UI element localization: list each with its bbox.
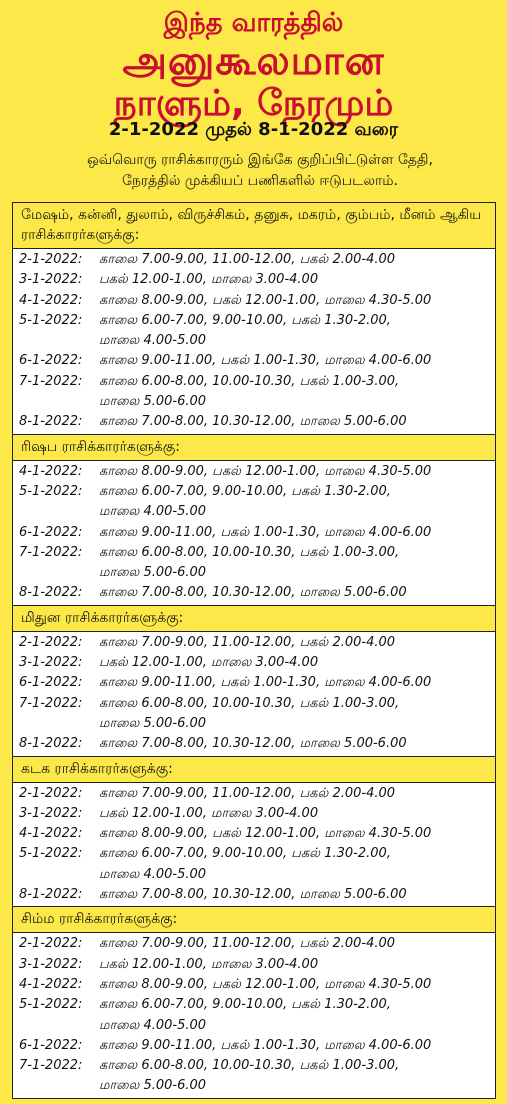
row-times <box>99 372 495 413</box>
row-times <box>99 482 495 523</box>
section-title: மேஷம், கன்னி, துலாம், விருச்சிகம், தனுசு, மகரம், கும்பம், மீனம் ஆகிய ராசிக்காரர்களுக்கு: <box>13 203 495 249</box>
schedule-row <box>13 351 495 371</box>
row-date: 8-1-2022: <box>19 414 83 430</box>
time-line: மாலை 5.00-6.00 <box>99 565 207 581</box>
time-line: காலை 6.00-8.00, 10.00-10.30, பகல் 1.00-3.00, <box>99 1058 400 1074</box>
time-line: காலை 9.00-11.00, பகல் 1.00-1.30, மாலை 4.00-6.00 <box>99 1037 432 1053</box>
section-title: ரிஷப ராசிக்காரர்களுக்கு: <box>13 435 495 461</box>
schedule-row <box>13 291 495 311</box>
time-line: காலை 6.00-8.00, 10.00-10.30, பகல் 1.00-3.00, <box>99 373 400 389</box>
time-line: காலை 6.00-7.00, 9.00-10.00, பகல் 1.30-2.00, <box>99 846 391 862</box>
schedule-row <box>13 1036 495 1056</box>
time-line: காலை 8.00-9.00, பகல் 12.00-1.00, மாலை 4.30-5.00 <box>99 463 432 479</box>
time-line: பகல் 12.00-1.00, மாலை 3.00-4.00 <box>99 956 319 972</box>
schedule-row <box>13 523 495 543</box>
row-date: 4-1-2022: <box>19 292 83 308</box>
schedule-row <box>13 934 495 954</box>
row-times <box>99 633 495 653</box>
row-times <box>99 694 495 735</box>
row-times <box>99 673 495 693</box>
schedule-row <box>13 885 495 905</box>
zodiac-section <box>13 605 495 756</box>
row-date: 5-1-2022: <box>19 846 83 862</box>
schedule-row <box>13 995 495 1036</box>
schedule-row <box>13 482 495 523</box>
time-line: காலை 7.00-9.00, 11.00-12.00, பகல் 2.00-4.00 <box>99 785 396 801</box>
section-body <box>13 933 495 1097</box>
row-times <box>99 1036 495 1056</box>
intro-line-2: நேரத்தில் முக்கியப் பணிகளில் ஈடுபடலாம். <box>122 173 398 189</box>
row-times <box>99 734 495 754</box>
headline-line-1: இந்த வாரத்தில் <box>163 8 344 38</box>
schedule-row <box>13 583 495 603</box>
zodiac-section <box>13 434 495 605</box>
time-line: காலை 9.00-11.00, பகல் 1.00-1.30, மாலை 4.00-6.00 <box>99 353 432 369</box>
row-times <box>99 583 495 603</box>
headline-line-2: அனுகூலமான <box>122 38 385 84</box>
row-times <box>99 250 495 270</box>
time-line: மாலை 4.00-5.00 <box>99 333 207 349</box>
schedule-row <box>13 673 495 693</box>
time-line: காலை 7.00-8.00, 10.30-12.00, மாலை 5.00-6.00 <box>99 736 407 752</box>
row-date: 6-1-2022: <box>19 524 83 540</box>
zodiac-section <box>13 203 495 434</box>
row-date: 5-1-2022: <box>19 483 83 499</box>
row-times <box>99 804 495 824</box>
time-line: மாலை 4.00-5.00 <box>99 1017 207 1033</box>
row-date: 2-1-2022: <box>19 634 83 650</box>
schedule-row <box>13 1056 495 1097</box>
schedule-row <box>13 462 495 482</box>
schedule-row <box>13 653 495 673</box>
time-line: காலை 8.00-9.00, பகல் 12.00-1.00, மாலை 4.30-5.00 <box>99 976 432 992</box>
row-date: 4-1-2022: <box>19 976 83 992</box>
time-line: மாலை 4.00-5.00 <box>99 504 207 520</box>
row-times <box>99 523 495 543</box>
row-times <box>99 351 495 371</box>
schedule-row <box>13 824 495 844</box>
row-times <box>99 934 495 954</box>
row-date: 4-1-2022: <box>19 463 83 479</box>
row-date: 7-1-2022: <box>19 373 83 389</box>
row-date: 3-1-2022: <box>19 655 83 671</box>
row-date: 6-1-2022: <box>19 1037 83 1053</box>
time-line: காலை 7.00-9.00, 11.00-12.00, பகல் 2.00-4.00 <box>99 634 396 650</box>
time-line: காலை 8.00-9.00, பகல் 12.00-1.00, மாலை 4.30-5.00 <box>99 826 432 842</box>
schedule-row <box>13 844 495 885</box>
intro-line-1: ஒவ்வொரு ராசிக்காரரும் இங்கே குறிப்பிட்டுள்ள தேதி, <box>87 152 433 168</box>
row-date: 7-1-2022: <box>19 544 83 560</box>
row-date: 8-1-2022: <box>19 736 83 752</box>
section-title: கடக ராசிக்காரர்களுக்கு: <box>13 757 495 783</box>
row-date: 8-1-2022: <box>19 887 83 903</box>
zodiac-section <box>13 906 495 1097</box>
time-line: காலை 6.00-7.00, 9.00-10.00, பகல் 1.30-2.00, <box>99 312 391 328</box>
row-times <box>99 824 495 844</box>
row-date: 8-1-2022: <box>19 585 83 601</box>
schedule-row <box>13 694 495 735</box>
section-title: சிம்ம ராசிக்காரர்களுக்கு: <box>13 907 495 933</box>
row-date: 4-1-2022: <box>19 826 83 842</box>
time-line: காலை 7.00-9.00, 11.00-12.00, பகல் 2.00-4.00 <box>99 936 396 952</box>
row-times <box>99 844 495 885</box>
time-line: காலை 8.00-9.00, பகல் 12.00-1.00, மாலை 4.30-5.00 <box>99 292 432 308</box>
row-date: 6-1-2022: <box>19 353 83 369</box>
section-title: மிதுன ராசிக்காரர்களுக்கு: <box>13 606 495 632</box>
schedule-row <box>13 784 495 804</box>
time-line: காலை 7.00-8.00, 10.30-12.00, மாலை 5.00-6.00 <box>99 887 407 903</box>
row-times <box>99 885 495 905</box>
schedule-row <box>13 734 495 754</box>
time-line: காலை 9.00-11.00, பகல் 1.00-1.30, மாலை 4.00-6.00 <box>99 675 432 691</box>
row-date: 5-1-2022: <box>19 997 83 1013</box>
row-times <box>99 412 495 432</box>
section-body <box>13 783 495 907</box>
time-line: காலை 6.00-8.00, 10.00-10.30, பகல் 1.00-3.00, <box>99 544 400 560</box>
row-date: 6-1-2022: <box>19 675 83 691</box>
schedule-row <box>13 250 495 270</box>
time-line: காலை 6.00-8.00, 10.00-10.30, பகல் 1.00-3.00, <box>99 695 400 711</box>
time-line: மாலை 4.00-5.00 <box>99 866 207 882</box>
intro-text <box>40 150 480 192</box>
time-line: காலை 9.00-11.00, பகல் 1.00-1.30, மாலை 4.00-6.00 <box>99 524 432 540</box>
time-line: மாலை 5.00-6.00 <box>99 715 207 731</box>
date-range: 2-1-2022 முதல் 8-1-2022 வரை <box>108 119 399 140</box>
time-line: காலை 7.00-8.00, 10.30-12.00, மாலை 5.00-6.00 <box>99 585 407 601</box>
row-times <box>99 955 495 975</box>
schedule-row <box>13 543 495 584</box>
time-line: காலை 6.00-7.00, 9.00-10.00, பகல் 1.30-2.00, <box>99 483 391 499</box>
time-line: மாலை 5.00-6.00 <box>99 1078 207 1094</box>
row-times <box>99 653 495 673</box>
schedule-row <box>13 633 495 653</box>
row-times <box>99 311 495 352</box>
section-body <box>13 249 495 434</box>
row-times <box>99 462 495 482</box>
time-line: காலை 7.00-9.00, 11.00-12.00, பகல் 2.00-4.00 <box>99 252 396 267</box>
schedule-row <box>13 311 495 352</box>
row-date: 3-1-2022: <box>19 956 83 972</box>
time-line: பகல் 12.00-1.00, மாலை 3.00-4.00 <box>99 655 319 671</box>
schedule-row <box>13 975 495 995</box>
section-body <box>13 632 495 756</box>
row-times <box>99 1056 495 1097</box>
schedule-row <box>13 955 495 975</box>
row-date: 3-1-2022: <box>19 272 83 288</box>
row-times <box>99 291 495 311</box>
schedule-row <box>13 804 495 824</box>
time-line: மாலை 5.00-6.00 <box>99 394 207 410</box>
row-date: 7-1-2022: <box>19 1058 83 1074</box>
row-times <box>99 543 495 584</box>
headline-line-3: நாளும், நேரமும் <box>113 83 394 124</box>
row-times <box>99 995 495 1036</box>
row-times <box>99 975 495 995</box>
row-date: 7-1-2022: <box>19 695 83 711</box>
schedule-row <box>13 412 495 432</box>
time-line: காலை 6.00-7.00, 9.00-10.00, பகல் 1.30-2.00, <box>99 997 391 1013</box>
row-times <box>99 270 495 290</box>
schedule-row <box>13 270 495 290</box>
row-date: 5-1-2022: <box>19 312 83 328</box>
schedule-table <box>12 202 496 1099</box>
time-line: பகல் 12.00-1.00, மாலை 3.00-4.00 <box>99 805 319 821</box>
zodiac-section <box>13 756 495 907</box>
row-date: 2-1-2022: <box>19 785 83 801</box>
row-date: 3-1-2022: <box>19 805 83 821</box>
time-line: பகல் 12.00-1.00, மாலை 3.00-4.00 <box>99 272 319 288</box>
section-body <box>13 461 495 605</box>
schedule-row <box>13 372 495 413</box>
row-date: 2-1-2022: <box>19 936 83 952</box>
row-date: 2-1-2022: <box>19 252 83 267</box>
time-line: காலை 7.00-8.00, 10.30-12.00, மாலை 5.00-6.00 <box>99 414 407 430</box>
row-times <box>99 784 495 804</box>
